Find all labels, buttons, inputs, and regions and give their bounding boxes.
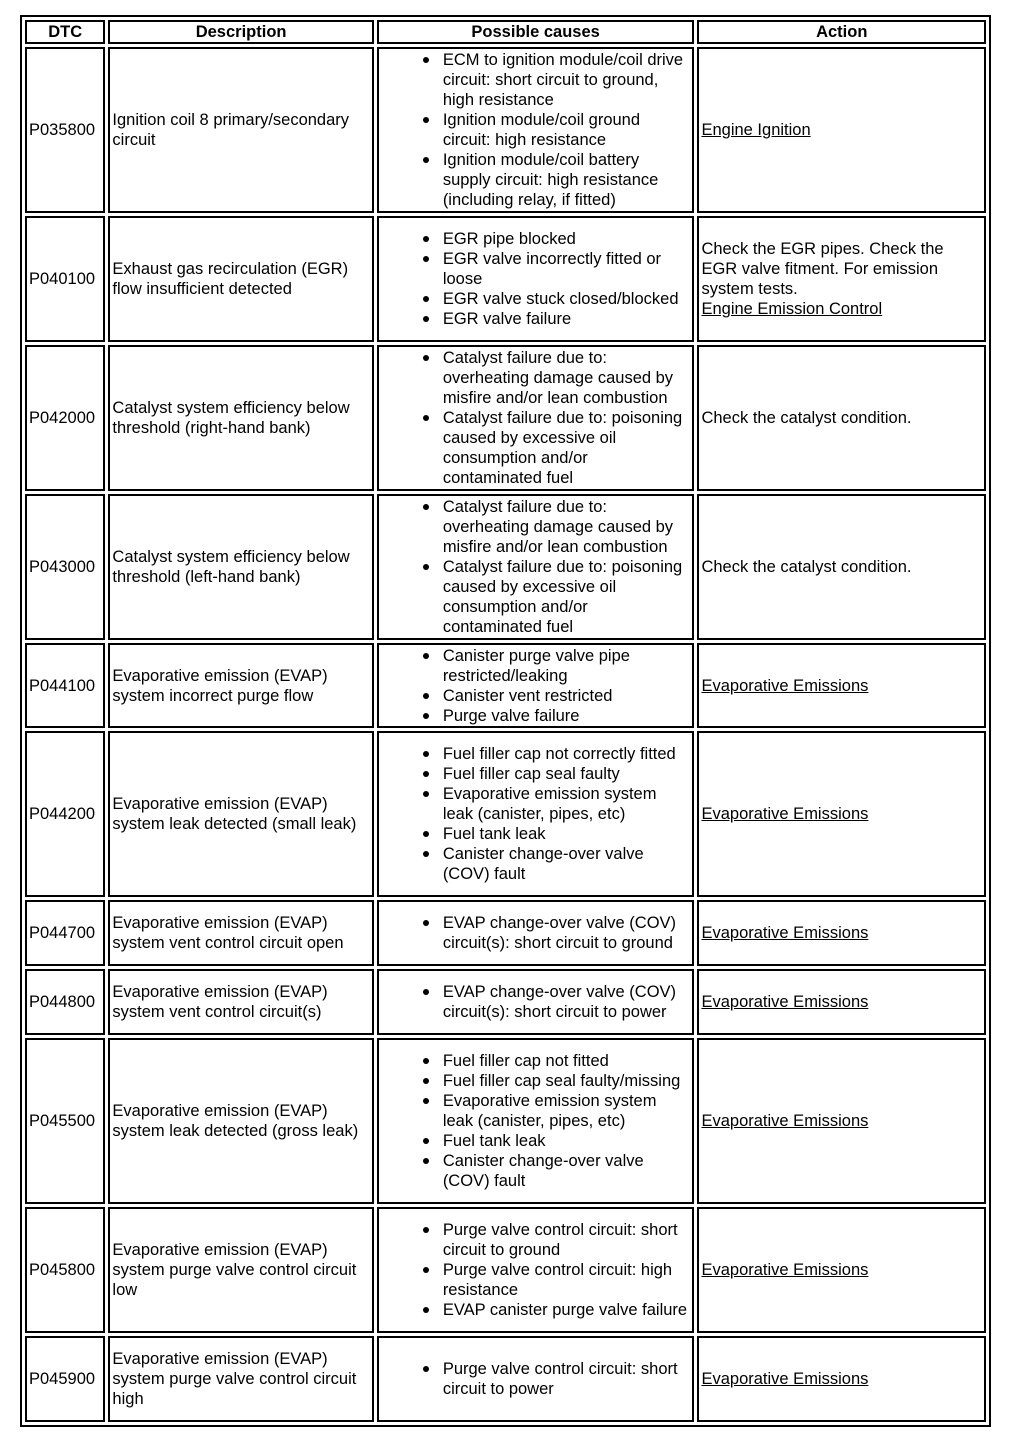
cause-item: Ignition module/coil battery supply circuit: high resistance (including relay, if fitted) [443,150,691,210]
action-link[interactable]: Engine Ignition [701,121,811,139]
table-row [25,345,986,491]
action-cell [697,345,986,491]
action-cell [697,731,986,897]
dtc-table [20,15,991,1427]
cause-item: Ignition module/coil ground circuit: high resistance [443,110,691,150]
cause-item: Purge valve failure [443,706,691,726]
dtc-description: Ignition coil 8 primary/secondary circuit [108,47,373,213]
possible-causes-list [381,913,691,953]
possible-causes-cell [377,1038,695,1204]
cause-item: Fuel filler cap not correctly fitted [443,744,691,764]
possible-causes-cell [377,900,695,966]
possible-causes-list [381,348,691,488]
action-link[interactable]: Engine Emission Control [701,300,883,318]
dtc-description: Evaporative emission (EVAP) system purge valve control circuit high [108,1336,373,1422]
table-row [25,1336,986,1422]
table-row [25,47,986,213]
action-link[interactable]: Evaporative Emissions [701,1370,869,1388]
possible-causes-cell [377,1336,695,1422]
header-possible-causes: Possible causes [377,20,695,44]
possible-causes-list [381,1051,691,1191]
action-cell [697,1207,986,1333]
possible-causes-cell [377,494,695,640]
action-cell [697,643,986,728]
action-link[interactable]: Evaporative Emissions [701,676,869,695]
cause-item: EGR valve stuck closed/blocked [443,289,691,309]
possible-causes-cell [377,969,695,1035]
action-cell [697,216,986,342]
possible-causes-cell [377,345,695,491]
dtc-code: P044100 [25,643,105,728]
cause-item: EVAP canister purge valve failure [443,1300,691,1320]
table-row [25,969,986,1035]
dtc-code: P042000 [25,345,105,491]
table-row [25,900,986,966]
dtc-code: P035800 [25,47,105,213]
table-row [25,643,986,728]
cause-item: Fuel tank leak [443,824,691,844]
cause-item: Canister change-over valve (COV) fault [443,844,691,884]
dtc-description: Evaporative emission (EVAP) system leak detected (gross leak) [108,1038,373,1204]
action-link[interactable]: Evaporative Emissions [701,993,869,1011]
dtc-code: P044800 [25,969,105,1035]
cause-item: Fuel filler cap seal faulty [443,764,691,784]
dtc-description: Exhaust gas recirculation (EGR) flow insufficient detected [108,216,373,342]
cause-item: EVAP change-over valve (COV) circuit(s): short circuit to power [443,982,691,1022]
possible-causes-list [381,982,691,1022]
possible-causes-list [381,1220,691,1320]
dtc-description: Evaporative emission (EVAP) system purge valve control circuit low [108,1207,373,1333]
cause-item: Catalyst failure due to: poisoning caused by excessive oil consumption and/or contaminated fuel [443,408,691,488]
dtc-description: Evaporative emission (EVAP) system vent control circuit(s) [108,969,373,1035]
possible-causes-list [381,229,691,329]
cause-item: EGR valve failure [443,309,691,329]
dtc-code: P043000 [25,494,105,640]
action-text: Check the catalyst condition. [701,409,912,427]
cause-item: EGR valve incorrectly fitted or loose [443,249,691,289]
table-header-row [25,20,986,44]
possible-causes-list [381,646,691,726]
possible-causes-cell [377,731,695,897]
possible-causes-cell [377,47,695,213]
table-row [25,731,986,897]
table-row [25,216,986,342]
dtc-table-container [20,15,991,1427]
header-dtc: DTC [25,20,105,44]
cause-item: Purge valve control circuit: short circuit to power [443,1359,691,1399]
dtc-code: P045500 [25,1038,105,1204]
dtc-description: Evaporative emission (EVAP) system leak detected (small leak) [108,731,373,897]
action-cell [697,47,986,213]
possible-causes-list [381,744,691,884]
action-cell [697,1336,986,1422]
action-cell [697,1038,986,1204]
action-link[interactable]: Evaporative Emissions [701,924,869,942]
possible-causes-cell [377,216,695,342]
cause-item: Evaporative emission system leak (canister, pipes, etc) [443,1091,691,1131]
possible-causes-cell [377,643,695,728]
action-link[interactable]: Evaporative Emissions [701,1261,869,1279]
possible-causes-list [381,497,691,637]
table-body [25,47,986,1422]
cause-item: Catalyst failure due to: overheating damage caused by misfire and/or lean combustion [443,497,691,557]
cause-item: Canister vent restricted [443,686,691,706]
cause-item: Canister purge valve pipe restricted/leaking [443,646,691,686]
action-text: Check the EGR pipes. Check the EGR valve fitment. For emission system tests. [701,240,944,298]
action-link[interactable]: Evaporative Emissions [701,1112,869,1130]
cause-item: EVAP change-over valve (COV) circuit(s): short circuit to ground [443,913,691,953]
action-cell [697,494,986,640]
cause-item: Purge valve control circuit: short circuit to ground [443,1220,691,1260]
header-action: Action [697,20,986,44]
table-row [25,1207,986,1333]
dtc-code: P044700 [25,900,105,966]
cause-item: Canister change-over valve (COV) fault [443,1151,691,1191]
cause-item: Evaporative emission system leak (canister, pipes, etc) [443,784,691,824]
cause-item: Purge valve control circuit: high resistance [443,1260,691,1300]
cause-item: Fuel filler cap seal faulty/missing [443,1071,691,1091]
cause-item: Fuel filler cap not fitted [443,1051,691,1071]
cause-item: Fuel tank leak [443,1131,691,1151]
dtc-code: P045900 [25,1336,105,1422]
dtc-description: Evaporative emission (EVAP) system incorrect purge flow [108,643,373,728]
table-row [25,1038,986,1204]
action-text: Check the catalyst condition. [701,558,912,576]
possible-causes-list [381,50,691,210]
dtc-description: Catalyst system efficiency below threshold (right-hand bank) [108,345,373,491]
dtc-code: P044200 [25,731,105,897]
cause-item: EGR pipe blocked [443,229,691,249]
header-description: Description [108,20,373,44]
dtc-code: P045800 [25,1207,105,1333]
cause-item: ECM to ignition module/coil drive circuit: short circuit to ground, high resistance [443,50,691,110]
dtc-description: Evaporative emission (EVAP) system vent control circuit open [108,900,373,966]
dtc-description: Catalyst system efficiency below threshold (left-hand bank) [108,494,373,640]
action-cell [697,969,986,1035]
table-row [25,494,986,640]
possible-causes-cell [377,1207,695,1333]
dtc-code: P040100 [25,216,105,342]
cause-item: Catalyst failure due to: overheating damage caused by misfire and/or lean combustion [443,348,691,408]
possible-causes-list [381,1359,691,1399]
action-link[interactable]: Evaporative Emissions [701,805,869,823]
cause-item: Catalyst failure due to: poisoning caused by excessive oil consumption and/or contaminated fuel [443,557,691,637]
action-cell [697,900,986,966]
